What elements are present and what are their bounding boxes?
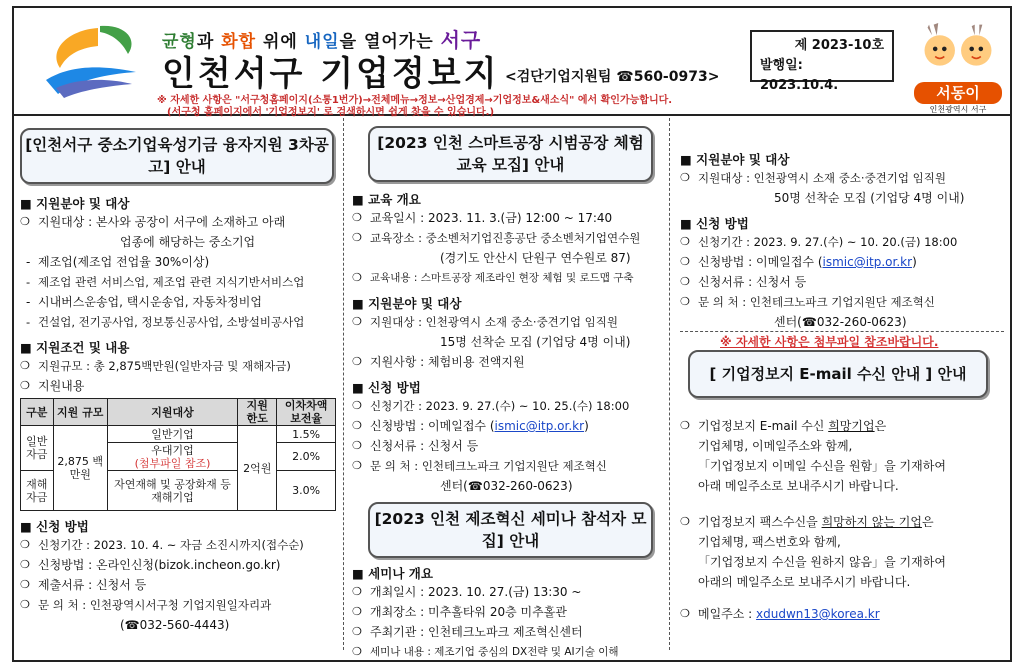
support-scale: ❍ 지원규모 : 총 2,875백만원(일반자금 및 재해자금): [20, 356, 343, 376]
table-cell-target: 우대기업: [151, 443, 194, 457]
mascot-icon: [906, 20, 1010, 90]
table-header-row: [21, 399, 336, 426]
table-cell: 일반기업: [107, 426, 237, 443]
column-fund: [20, 118, 344, 650]
fax-unsubscribe: ❍ 기업정보지 팩스수신을 희망하지 않는 기업은: [680, 512, 1004, 532]
attachment-note: ※ 자세한 사항은 첨부파일 참조바랍니다.: [720, 335, 939, 349]
issue-date: 발행일: 2023.10.4.: [760, 58, 839, 93]
mail-address: ❍ 메일주소 : xdudwn13@korea.kr: [680, 604, 1004, 624]
apply-period: ❍ 신청기간 : 2023. 10. 4. ~ 자금 소진시까지(접수순): [20, 535, 343, 555]
slogan: 균형과 화합 위에 내일을 열어가는 서구: [162, 28, 482, 52]
edu-place: ❍ 교육장소 : 중소벤처기업진흥공단 중소벤처기업연수원: [352, 228, 669, 248]
mail-link[interactable]: xdudwn13@korea.kr: [756, 607, 880, 621]
table-cell: 2,875 백만원: [53, 426, 107, 511]
column-seminar-mail: [680, 118, 1004, 650]
apply-method: ❍ 신청방법 : 이메일접수 (ismic@itp.or.kr): [352, 416, 669, 436]
heading-application: ■ 신청 방법: [680, 214, 1004, 232]
table-header: 이차차액 보전율: [277, 399, 336, 426]
table-cell: 일반 자금: [21, 426, 54, 471]
industry-item: - 제조업(제조업 전업율 30%이상): [20, 252, 343, 272]
industry-item: - 시내버스운송업, 택시운송업, 자동차정비업: [20, 292, 343, 312]
table-header: 지원대상: [107, 399, 237, 426]
email-link[interactable]: ismic@itp.or.kr: [822, 255, 913, 269]
seminar-host: ❍ 주최기관 : 인천테크노파크 제조혁신센터: [352, 622, 669, 642]
heading-application: ■ 신청 방법: [352, 378, 669, 396]
fund-table: [20, 398, 336, 511]
heading-support-target: ■ 지원분야 및 대상: [20, 194, 343, 212]
page-title: 인천서구 기업정보지: [162, 54, 500, 94]
table-header: 구분: [21, 399, 54, 426]
header: [12, 6, 1012, 116]
apply-docs: ❍ 신청서류 : 신청서 등: [680, 272, 1004, 292]
apply-inquiry: ❍ 문 의 처 : 인천테크노파크 기업지원단 제조혁신: [680, 292, 1004, 312]
support-target-cont: 업종에 해당하는 중소기업: [120, 235, 256, 249]
notice-line-2: (서구청 홈페이지에서 '기업정보지' 로 검색하시면 쉽게 찾을 수 있습니다.): [167, 107, 495, 118]
issue-number: 제 2023-10호: [794, 38, 884, 53]
email-subscribe-line: 기업체명, 이메일주소와 함께,: [698, 439, 853, 453]
apply-period: ❍ 신청기간 : 2023. 9. 27.(수) ~ 10. 20.(금) 18:00: [680, 232, 1004, 252]
section-title-smart-factory: [2023 인천 스마트공장 시범공장 체험교육 모집] 안내: [368, 126, 653, 182]
mascot: [906, 20, 1010, 112]
apply-method: ❍ 신청방법 : 이메일접수 (ismic@itp.or.kr): [680, 252, 1004, 272]
section-title-fund: [인천서구 중소기업육성기금 융자지원 3차공고] 안내: [20, 128, 334, 184]
apply-inquiry: ❍ 문 의 처 : 인천광역시서구청 기업지원일자리과: [20, 595, 343, 615]
seminar-content: ❍ 세미나 내용 : 제조기업 중심의 DX전략 및 AI기술 이해: [352, 642, 669, 662]
section-title-seminar: [2023 인천 제조혁신 세미나 참석자 모집] 안내: [368, 502, 653, 558]
team-contact: <검단기업지원팀 ☎560-0973>: [505, 69, 720, 85]
section-title-mail: [ 기업정보지 E-mail 수신 안내 ] 안내: [688, 350, 988, 398]
table-cell: 2.0%: [277, 443, 336, 471]
email-subscribe-line: 아래 메일주소로 보내주시기 바랍니다.: [698, 479, 899, 493]
edu-place-address: (경기도 안산시 단원구 연수원로 87): [440, 251, 631, 265]
target-cont: 15명 선착순 모집 (기업당 4명 이내): [440, 335, 631, 349]
apply-docs: ❍ 신청서류 : 신청서 등: [352, 436, 669, 456]
apply-inquiry-cont: 센터(☎032-260-0623): [774, 315, 907, 329]
support-detail: ❍ 지원사항 : 체험비용 전액지원: [352, 352, 669, 372]
apply-method: ❍ 신청방법 : 온라인신청(bizok.incheon.go.kr): [20, 555, 343, 575]
target: ❍ 지원대상 : 인천광역시 소재 중소·중견기업 임직원: [352, 312, 669, 332]
fax-unsubscribe-line: 기업체명, 팩스번호와 함께,: [698, 535, 841, 549]
fax-unsubscribe-line: 아래의 메일주소로 보내주시기 바랍니다.: [698, 575, 911, 589]
table-row: [21, 426, 336, 443]
target-cont: 50명 선착순 모집 (기업당 4명 이내): [774, 191, 965, 205]
seminar-date: ❍ 개최일시 : 2023. 10. 27.(금) 13:30 ~: [352, 582, 669, 602]
apply-inquiry: ❍ 문 의 처 : 인천테크노파크 기업지원단 제조혁신: [352, 456, 669, 476]
edu-date: ❍ 교육일시 : 2023. 11. 3.(금) 12:00 ~ 17:40: [352, 208, 669, 228]
industry-item: - 건설업, 전기공사업, 정보통신공사업, 소방설비공사업: [20, 312, 343, 332]
seo-gu-logo: [38, 20, 143, 100]
fax-unsubscribe-line: 「기업정보지 수신을 원하지 않음」을 기재하여: [698, 555, 946, 569]
heading-education: ■ 교육 개요: [352, 190, 669, 208]
email-subscribe-line: 「기업정보지 이메일 수신을 원함」을 기재하여: [698, 459, 946, 473]
email-link[interactable]: ismic@itp.or.kr: [494, 419, 585, 433]
column-smart-factory: [352, 118, 670, 658]
mascot-subtitle: 인천광역시 서구: [929, 105, 987, 114]
industry-item: - 제조업 관련 서비스업, 제조업 관련 지식기반서비스업: [20, 272, 343, 292]
heading-seminar: ■ 세미나 개요: [352, 564, 669, 582]
table-cell: 자연재해 및 공장화재 등 재해기업: [107, 471, 237, 511]
heading-conditions: ■ 지원조건 및 내용: [20, 338, 343, 356]
apply-period: ❍ 신청기간 : 2023. 9. 27.(수) ~ 10. 25.(수) 18:00: [352, 396, 669, 416]
support-content: ❍ 지원내용: [20, 376, 343, 396]
seminar-place: ❍ 개최장소 : 미추홀타워 20층 미추홀관: [352, 602, 669, 622]
heading-application: ■ 신청 방법: [20, 517, 343, 535]
heading-target: ■ 지원분야 및 대상: [680, 150, 1004, 168]
seminar-continued: [680, 118, 1004, 349]
edu-content: ❍ 교육내용 : 스마트공장 제조라인 현장 체험 및 로드맵 구축: [352, 268, 669, 288]
notice-line-1: ※ 자세한 사항은 "서구청홈페이지(소통1번가)→전체메뉴→정보→산업경제→기업정보&새소식" 에서 확인가능합니다.: [157, 95, 673, 106]
table-header: 지원 규모: [53, 399, 107, 426]
table-cell: 재해 자금: [21, 471, 54, 511]
mascot-name: 서동이: [914, 82, 1002, 104]
issue-box: [750, 30, 894, 93]
email-subscribe: ❍ 기업정보지 E-mail 수신 희망기업은: [680, 416, 1004, 436]
apply-contact: (☎032-560-4443): [120, 618, 230, 632]
mail-instructions: [680, 416, 1004, 624]
target: ❍ 지원대상 : 인천광역시 소재 중소·중견기업 임직원: [680, 168, 1004, 188]
table-cell: [107, 443, 237, 471]
apply-docs: ❍ 제출서류 : 신청서 등: [20, 575, 343, 595]
table-cell: 3.0%: [277, 471, 336, 511]
table-cell: 2억원: [238, 426, 277, 511]
table-header: 지원 한도: [238, 399, 277, 426]
table-cell: 1.5%: [277, 426, 336, 443]
table-cell-note: (첨부파일 참조): [134, 456, 211, 470]
support-target: ❍ 지원대상 : 본사와 공장이 서구에 소재하고 아래: [20, 212, 343, 232]
apply-inquiry-cont: 센터(☎032-260-0623): [440, 479, 573, 493]
heading-target: ■ 지원분야 및 대상: [352, 294, 669, 312]
